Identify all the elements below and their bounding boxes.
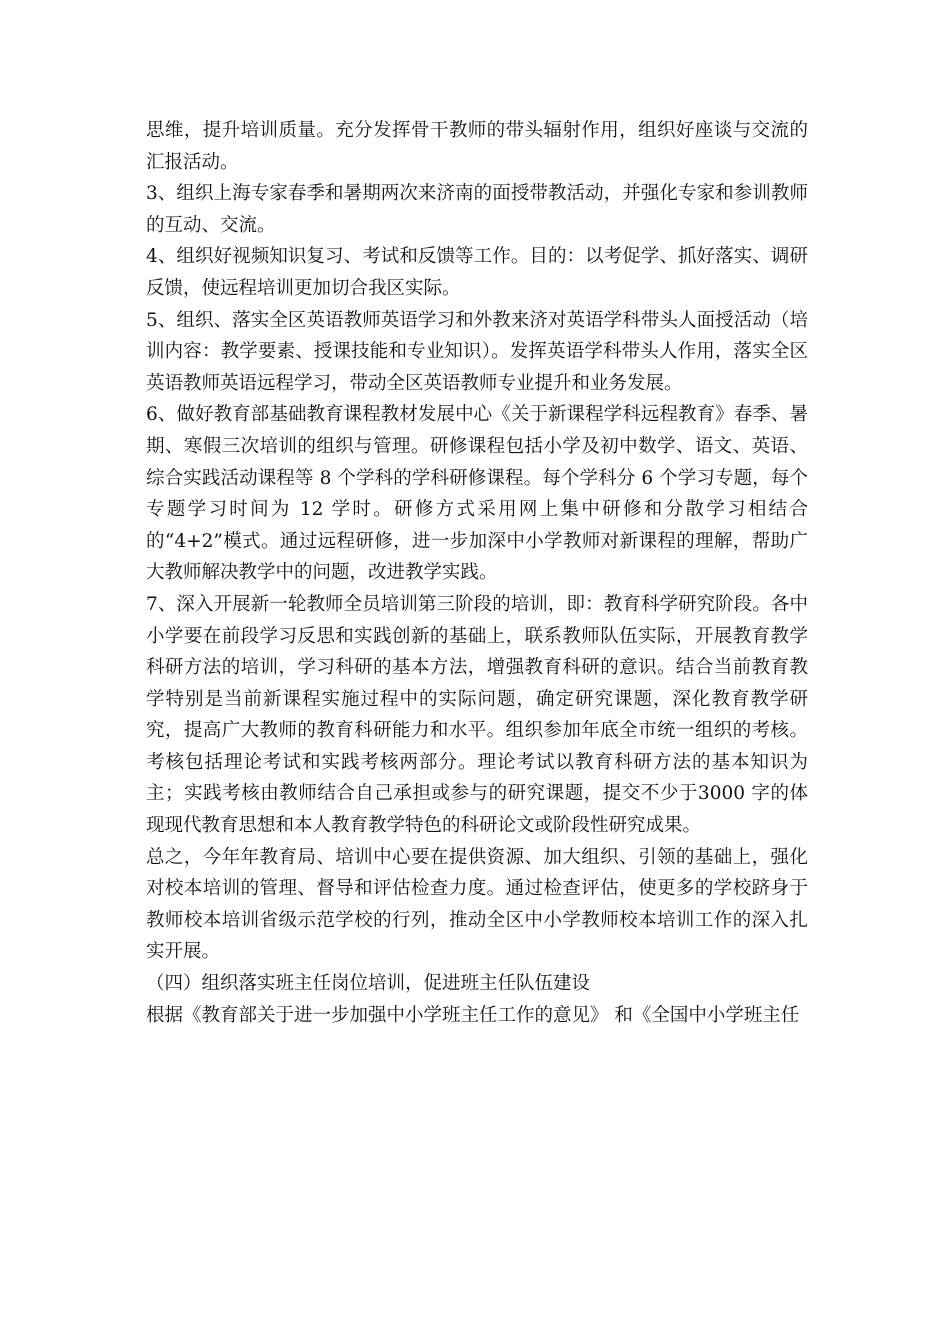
paragraph-5: 6、做好教育部基础教育课程教材发展中心《关于新课程学科远程教育》春季、暑期、寒假三次培训的组织与管理。研修课程包括小学及初中数学、语文、英语、综合实践活动课程等 8 个学科的学科研修课程。每个学科分 6 个学习专题，每个专题学习时间为 12 学时。研修方式采用网上集中研修和分散学习相结合的“4+2”模式。通过远程研修，进一步加深中小学教师对新课程的理解，帮助广大教师解决教学中的问题，改进教学实践。 [146, 404, 808, 584]
paragraph-3: 4、组织好视频知识复习、考试和反馈等工作。目的：以考促学、抓好落实、调研反馈，使远程培训更加切合我区实际。 [146, 246, 808, 299]
section-heading: （四）组织落实班主任岗位培训，促进班主任队伍建设 [146, 973, 591, 995]
paragraph-8: 根据《教育部关于进一步加强中小学班主任工作的意见》 和《全国中小学班主任 [146, 1004, 800, 1026]
paragraph-1: 思维，提升培训质量。充分发挥骨干教师的带头辐射作用，组织好座谈与交流的汇报活动。 [146, 120, 808, 173]
paragraph-4: 5、组织、落实全区英语教师英语学习和外教来济对英语学科带头人面授活动（培训内容：教学要素、授课技能和专业知识）。发挥英语学科带头人作用，落实全区英语教师英语远程学习，带动全区英语教师专业提升和业务发展。 [146, 309, 808, 394]
paragraph-7: 总之，今年年教育局、培训中心要在提供资源、加大组织、引领的基础上，强化对校本培训的管理、督导和评估检查力度。通过检查评估，使更多的学校跻身于教师校本培训省级示范学校的行列，推动全区中小学教师校本培训工作的深入扎实开展。 [146, 846, 808, 963]
paragraph-6: 7、深入开展新一轮教师全员培训第三阶段的培训，即：教育科学研究阶段。各中小学要在前段学习反思和实践创新的基础上，联系教师队伍实际，开展教育教学科研方法的培训，学习科研的基本方法，增强教育科研的意识。结合当前教育教学特别是当前新课程实施过程中的实际问题，确定研究课题，深化教育教学研究，提高广大教师的教育科研能力和水平。组织参加年底全市统一组织的考核。考核包括理论考试和实践考核两部分。理论考试以教育科研方法的基本知识为主；实践考核由教师结合自己承担或参与的研究课题，提交不少于3000 字的体现现代教育思想和本人教育教学特色的科研论文或阶段性研究成果。 [146, 593, 808, 837]
document-body [146, 115, 808, 1031]
paragraph-2: 3、组织上海专家春季和暑期两次来济南的面授带教活动，并强化专家和参训教师的互动、交流。 [146, 183, 808, 236]
